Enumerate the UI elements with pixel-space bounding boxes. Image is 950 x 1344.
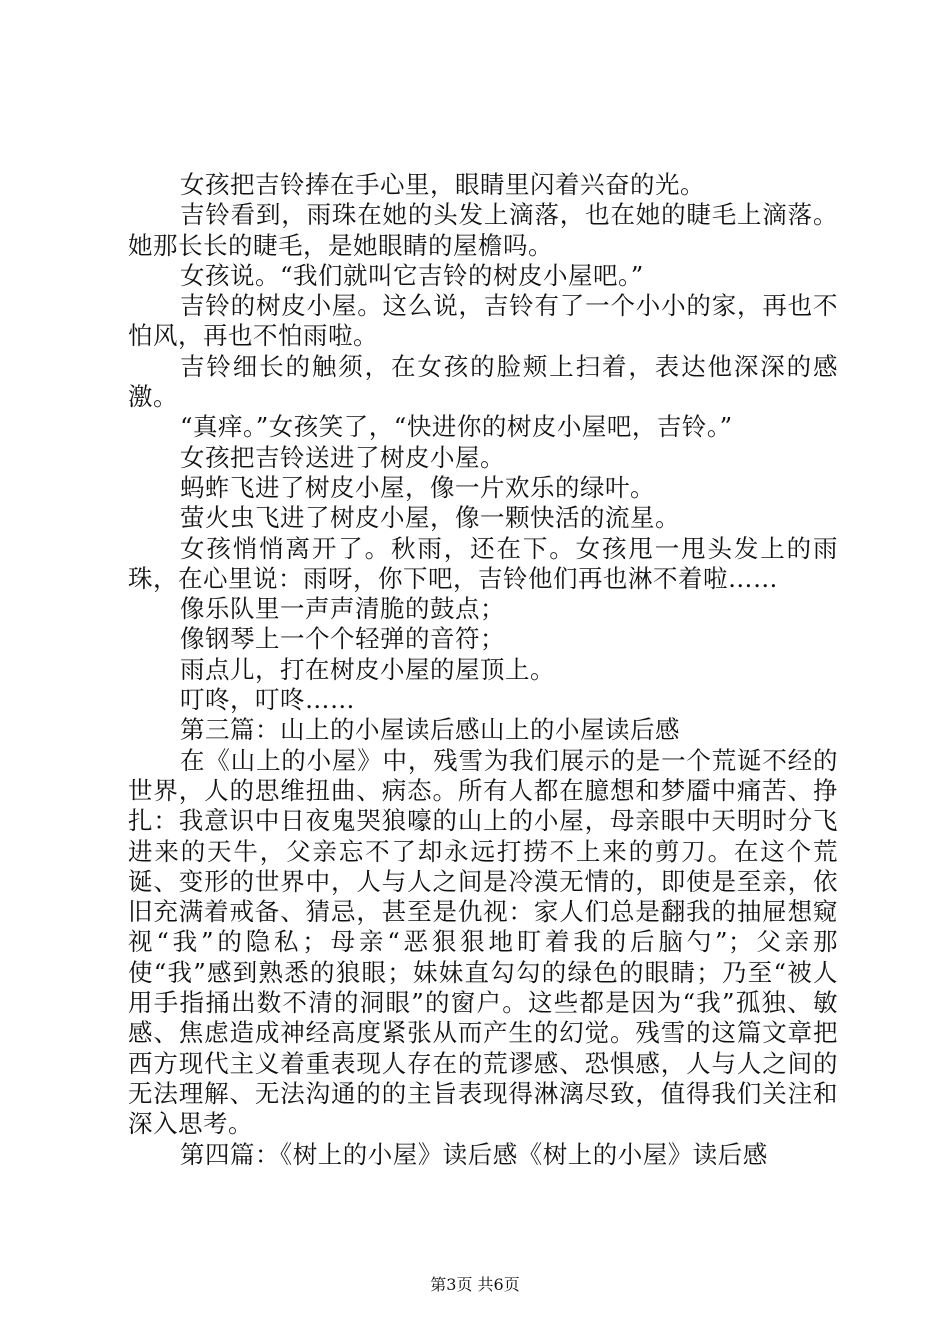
paragraph: 萤火虫飞进了树皮小屋，像一颗快活的流星。	[180, 503, 680, 533]
paragraph: 蚂蚱飞进了树皮小屋，像一片欢乐的绿叶。	[180, 472, 655, 502]
section-heading: 第三篇：山上的小屋读后感山上的小屋读后感	[180, 715, 680, 745]
page-number: 第3页 共6页	[430, 1275, 520, 1294]
paragraph: 女孩把吉铃送进了树皮小屋。	[180, 442, 505, 472]
paragraph: 吉铃细长的触须，在女孩的脸颊上扫着，表达他深深的感激。	[128, 351, 838, 412]
section-heading: 第四篇：《树上的小屋》读后感《树上的小屋》读后感	[180, 1139, 768, 1169]
paragraph: 叮咚，叮咚……	[180, 685, 355, 715]
paragraph: 在《山上的小屋》中，残雪为我们展示的是一个荒诞不经的世界，人的思维扭曲、病态。所有人都在臆想和梦靥中痛苦、挣扎：我意识中日夜鬼哭狼嚎的山上的小屋，母亲眼中天明时分飞进来的天牛，父亲忘不了却永远打捞不上来的剪刀。在这个荒诞、变形的世界中，人与人之间是冷漠无情的，即使是至亲，依旧充满着戒备、猜忌，甚至是仇视：家人们总是翻我的抽屉想窥视“我”的隐私；母亲“恶狠狠地盯着我的后脑勺”；父亲那使“我”感到熟悉的狼眼；妹妹直勾勾的绿色的眼睛；乃至“被人用手指捅出数不清的洞眼”的窗户。这些都是因为“我”孤独、敏感、焦虑造成神经高度紧张从而产生的幻觉。残雪的这篇文章把西方现代主义着重表现人存在的荒谬感、恐惧感，人与人之间的无法理解、无法沟通的的主旨表现得淋漓尽致，值得我们关注和深入思考。	[128, 745, 838, 1139]
paragraph: 像乐队里一声声清脆的鼓点；	[180, 594, 505, 624]
body-text	[128, 170, 838, 1170]
paragraph: 女孩把吉铃捧在手心里，眼睛里闪着兴奋的光。	[180, 170, 705, 199]
paragraph: 吉铃看到，雨珠在她的头发上滴落，也在她的睫毛上滴落。她那长长的睫毛，是她眼睛的屋檐吗。	[128, 200, 838, 260]
paragraph: 雨点儿，打在树皮小屋的屋顶上。	[180, 654, 555, 684]
paragraph: “真痒。”女孩笑了，“快进你的树皮小屋吧，吉铃。”	[180, 412, 733, 442]
paragraph: 女孩说。“我们就叫它吉铃的树皮小屋吧。”	[180, 260, 644, 290]
paragraph: 吉铃的树皮小屋。这么说，吉铃有了一个小小的家，再也不怕风，再也不怕雨啦。	[128, 291, 838, 351]
paragraph: 女孩悄悄离开了。秋雨，还在下。女孩甩一甩头发上的雨珠，在心里说：雨呀，你下吧，吉铃他们再也淋不着啦……	[128, 533, 838, 593]
paragraph: 像钢琴上一个个轻弹的音符；	[180, 624, 505, 654]
